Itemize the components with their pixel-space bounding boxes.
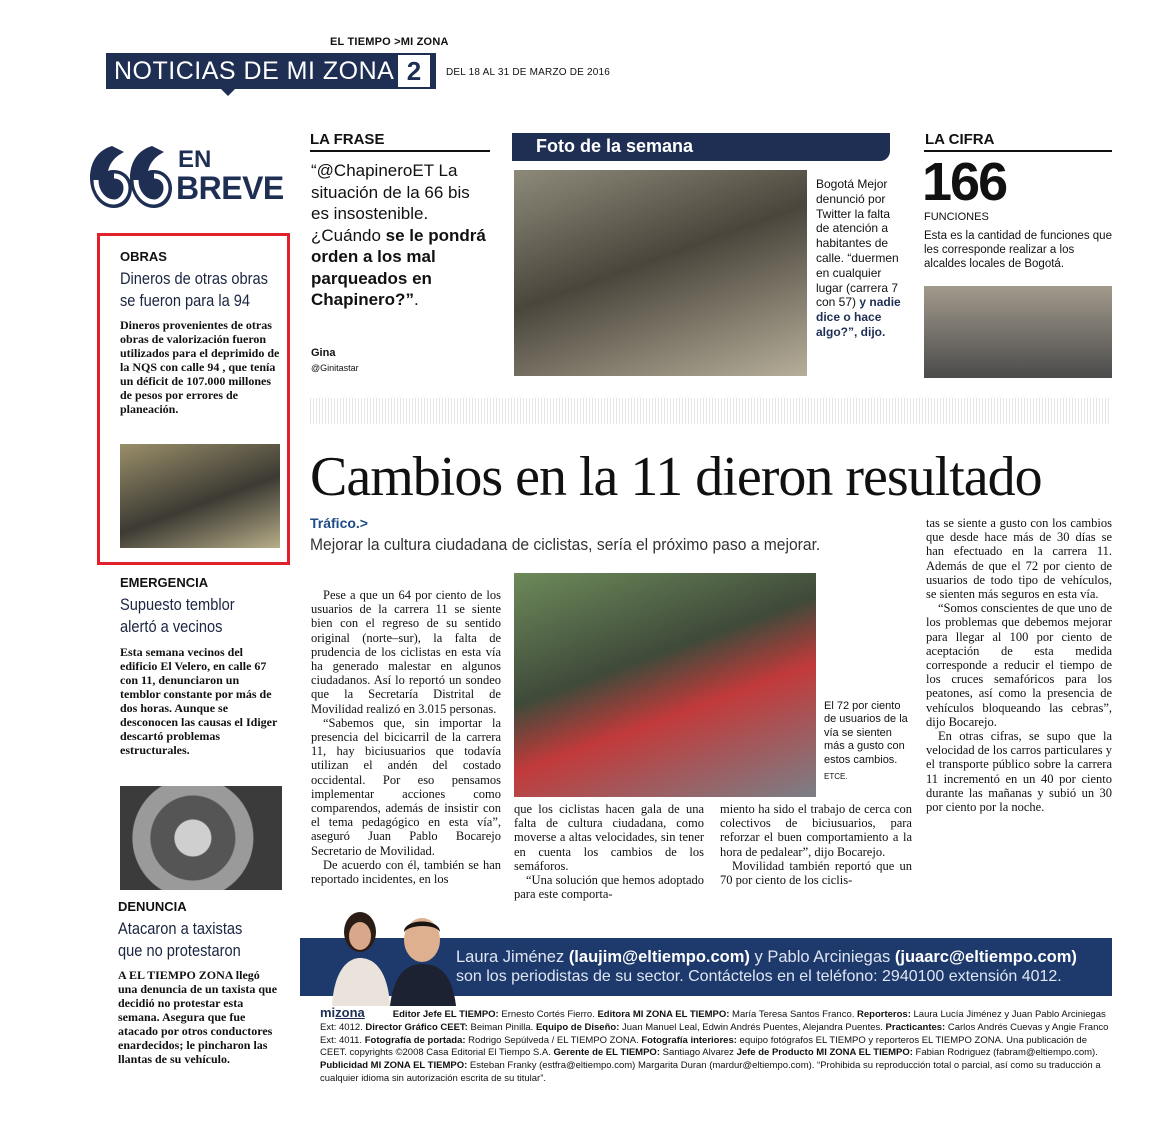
brief-title: Dineros de otras obras se fueron para la 94 bbox=[120, 269, 268, 310]
reporters-line-2: son los periodistas de su sector. Contáctelos en el teléfono: 2940100 extensión 4012. bbox=[456, 968, 1062, 985]
frase-quote: “@ChapineroET La situación de la 66 bis es insostenible. ¿Cuándo se le pondrá orden a los mal parqueados en Chapinero?”. bbox=[311, 161, 486, 309]
credit-role: Fotografía interiores: bbox=[641, 1034, 737, 1046]
photo-credit: ETCE. bbox=[824, 772, 848, 781]
page-title: NOTICIAS DE MI ZONA bbox=[114, 57, 395, 85]
foto-semana-caption: Bogotá Mejor denunció por Twitter la falta de atención a habitantes de calle. “duermen en cualquier lugar (carrera 7 con 57) y nadie dice o hace algo?”, dijo. bbox=[816, 177, 901, 339]
frase-rule bbox=[310, 150, 490, 152]
credit-names: Rodrigo Sepúlveda / EL TIEMPO ZONA. bbox=[465, 1034, 642, 1046]
la-frase-label: LA FRASE bbox=[310, 131, 385, 148]
cifra-number: 166 bbox=[922, 152, 1007, 212]
credit-role: Jefe de Producto MI ZONA EL TIEMPO: bbox=[736, 1047, 913, 1059]
section-kicker: EL TIEMPO >MI ZONA bbox=[330, 36, 449, 48]
brief-body: Dineros provenientes de otras obras de valorización fueron utilizados para el deprimido de la NQS con calle 94 , que tenía un déficit de 107.000 millones de pesos por errores de planeación. bbox=[120, 318, 280, 416]
tire-photo bbox=[120, 786, 282, 890]
brief-section: DENUNCIA bbox=[118, 899, 187, 914]
credit-names: Carlos Andrés Cuevas y Angie Franco Ext: 4011. bbox=[320, 1021, 1109, 1046]
breve-label-breve: BREVE bbox=[176, 170, 284, 206]
credit-names: Ernesto Cortés Fierro. bbox=[498, 1009, 598, 1020]
la-cifra-label: LA CIFRA bbox=[925, 131, 995, 148]
credit-names: Fabian Rodriguez (fabram@eltiempo.com). bbox=[912, 1047, 1098, 1059]
foto-semana-title: Foto de la semana bbox=[536, 136, 694, 156]
credit-role: Editora MI ZONA EL TIEMPO: bbox=[597, 1009, 730, 1020]
credit-names: Santiago Alvarez bbox=[660, 1047, 737, 1059]
article-column-2: que los ciclistas hacen gala de una falta de cultura ciudadana, como moverse a altas velocidades, sin tener en cuenta los cambios de los semáforos. “Una solución que hemos adoptado para este comporta- bbox=[514, 802, 704, 902]
brief-section: OBRAS bbox=[120, 249, 167, 264]
ciclistas-photo bbox=[514, 573, 816, 797]
staff-credits bbox=[320, 1007, 1110, 1086]
credit-role: Reporteros: bbox=[857, 1009, 911, 1020]
breve-label-en: EN bbox=[178, 146, 212, 173]
brief-body: A EL TIEMPO ZONA llegó una denuncia de un taxista que decidió no protestar esta semana. Asegura que fue atacado por otros conductores enardecidos; le pincharon las llantas de su vehículo. bbox=[118, 968, 278, 1066]
cifra-unit: FUNCIONES bbox=[924, 211, 989, 223]
credit-role: Publicidad MI ZONA EL TIEMPO: bbox=[320, 1060, 468, 1072]
article-column-4: tas se siente a gusto con los cambios que desde hace más de 30 días se han efectuado en la carrera 11. Además de que el 72 por ciento de usuarios de todo tipo de vehículos, se sienten más seguros en esta vía. “Somos conscientes de que uno de los problemas que debemos mejorar para llegar al 100 por ciento de aceptación de esta medida corresponde a reducir el tiempo de los cruces semafóricos para los peatones, así como la presencia de vehículos bloqueando las cebras”, dijo Bocarejo. En otras cifras, se supo que la velocidad de los carros particulares y el transporte público sobre la carrera 11 incrementó en un 40 por ciento durante las mañanas y subió un 30 por ciento por la noche. bbox=[926, 516, 1112, 815]
reporters-line-1: Laura Jiménez (laujim@eltiempo.com) y Pablo Arciniegas (juaarc@eltiempo.com) bbox=[456, 948, 1077, 966]
credit-role: Fotografía de portada: bbox=[364, 1034, 466, 1046]
brief-body: Esta semana vecinos del edificio El Velero, en calle 67 con 11, denunciaron un temblor constante por más de dos horas. Aunque se desconocen las causas el Idiger descartó problemas estructurales. bbox=[120, 645, 278, 757]
brief-title: Atacaron a taxistas que no protestaron bbox=[118, 919, 243, 960]
dotted-divider bbox=[310, 398, 1110, 424]
credit-role: Director Gráfico CEET: bbox=[365, 1021, 468, 1033]
foto-semana-photo bbox=[514, 170, 807, 376]
credit-names: Juan Manuel Leal, Edwin Andrés Puentes, Alejandra Puentes. bbox=[619, 1021, 886, 1033]
credit-names: Beiman Pinilla. bbox=[467, 1021, 536, 1033]
credit-names: María Teresa Santos Franco. bbox=[729, 1009, 858, 1020]
credit-role: Practicantes: bbox=[885, 1021, 946, 1033]
article-column-1: Pese a que un 64 por ciento de los usuarios de la carrera 11 se siente bien con el regreso de su sentido original (norte–sur), la falta de prudencia de los ciclistas en esta vía ha generado malestar en algunos ciudadanos. Así lo reportó un sondeo que la Secretaría Distrital de Movilidad realizó en 3.015 personas. “Sabemos que, sin importar la presencia del bicicarril de la carrera 11, hay biciusuarios que todavía utilizan el andén del costado occidental. Por eso pensamos implementar acciones como comparendos, además de insistir con el tema pedagógico en esta vía”, aseguró Juan Pablo Bocarejo Secretario de Movilidad. De acuerdo con él, también se han reportado incidentes, en los bbox=[311, 588, 501, 887]
credit-role: Gerente de EL TIEMPO: bbox=[553, 1047, 660, 1059]
photo-caption: El 72 por ciento de usuarios de la vía se sienten más a gusto con estos cambios. bbox=[824, 700, 908, 766]
frase-author: Gina bbox=[311, 347, 336, 359]
credit-role: Editor Jefe EL TIEMPO: bbox=[392, 1009, 499, 1020]
article-kicker: Tráfico.> bbox=[310, 515, 368, 531]
issue-date: DEL 18 AL 31 DE MARZO DE 2016 bbox=[446, 67, 611, 78]
brief-section: EMERGENCIA bbox=[120, 575, 209, 590]
cifra-text: Esta es la cantidad de funciones que les corresponde realizar a los alcaldes locales de Bogotá. bbox=[924, 230, 1112, 270]
credit-names: equipo fotógrafos EL TIEMPO y reporteros EL TIEMPO ZONA. Una publicación de CEET. copyrights ©2008 Casa Editorial El Tiempo S.A. bbox=[320, 1034, 1087, 1059]
credit-names: Laura Lucía Jiménez y Juan Pablo Arciniegas Ext: 4012. bbox=[320, 1009, 1106, 1033]
credit-names: Esteban Franky (estfra@eltiempo.com) Margarita Duran (mardur@eltiempo.com). “Prohibida su reproducción total o parcial, así como su traducción a cualquier idioma sin autorización escrita de su titular”. bbox=[320, 1060, 1101, 1084]
alcaldes-photo bbox=[924, 286, 1112, 378]
brief-title: Supuesto temblor alertó a vecinos bbox=[120, 595, 235, 636]
article-column-3: miento ha sido el trabajo de cerca con colectivos de biciusuarios, para reforzar el buen comportamiento a la hora de pedalear”, dijo Bocarejo. Movilidad también reportó que un 70 por ciento de los ciclis- bbox=[720, 802, 912, 888]
construction-photo bbox=[120, 444, 280, 548]
quote-marks-icon bbox=[88, 140, 174, 214]
article-headline: Cambios en la 11 dieron resultado bbox=[310, 446, 1042, 508]
header-notch bbox=[220, 88, 236, 96]
page-number: 2 bbox=[398, 55, 430, 87]
credit-role: Equipo de Diseño: bbox=[535, 1021, 620, 1033]
frase-handle: @Ginitastar bbox=[311, 363, 359, 373]
mi-zona-logo: mizona bbox=[320, 1005, 365, 1020]
article-subhead: Mejorar la cultura ciudadana de ciclistas, sería el próximo paso a mejorar. bbox=[310, 535, 821, 554]
reporters-photo bbox=[318, 910, 460, 1006]
